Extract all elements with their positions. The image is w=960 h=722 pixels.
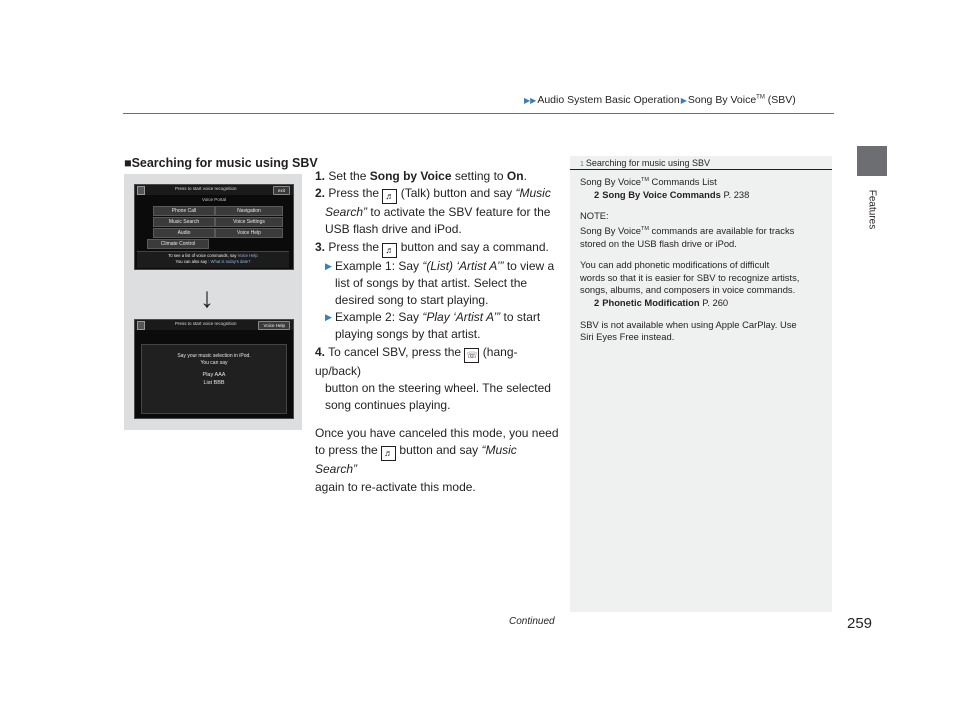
note-text: SBV is not available when using Apple CarPlay. Use bbox=[580, 318, 797, 330]
note-divider bbox=[570, 169, 832, 170]
climate-control-button: Climate Control bbox=[147, 239, 209, 249]
page-number: 259 bbox=[847, 615, 873, 632]
breadcrumb bbox=[523, 94, 796, 106]
hint-command: Voice Help bbox=[237, 253, 258, 258]
voice-help-button: Voice Help bbox=[215, 228, 283, 238]
voice-help-screen bbox=[134, 319, 294, 419]
hint-text: To see a list of voice commands, say bbox=[168, 253, 237, 258]
step-3 bbox=[315, 239, 560, 258]
note-title bbox=[580, 158, 710, 168]
note-text: Siri Eyes Free instead. bbox=[580, 331, 675, 343]
music-search-button: Music Search bbox=[153, 217, 215, 227]
reference-link[interactable] bbox=[580, 297, 826, 310]
step-number: 3. bbox=[315, 239, 326, 254]
voice-command: “(List) ‘Artist A’” bbox=[422, 258, 504, 273]
dialog-command: List BBB bbox=[203, 380, 225, 386]
trademark: TM bbox=[756, 94, 765, 101]
step-text: Set the bbox=[328, 169, 367, 183]
step-1 bbox=[315, 168, 560, 185]
note-text: You can add phonetic modifications of difficult bbox=[580, 259, 770, 271]
step-text: Press the bbox=[328, 186, 380, 201]
step-text: to start bbox=[503, 310, 541, 325]
step-text: USB flash drive and iPod. bbox=[325, 222, 462, 237]
audio-button: Audio bbox=[153, 228, 215, 238]
portal-title: Voice Portal bbox=[201, 197, 226, 202]
hint-text: You can also say : bbox=[175, 259, 210, 264]
example-2 bbox=[325, 309, 560, 326]
breadcrumb-arrow-icon: ▶ bbox=[680, 96, 687, 105]
breadcrumb-item[interactable]: Song By Voice bbox=[687, 94, 757, 106]
note-label: NOTE: bbox=[580, 210, 609, 222]
step-text: To cancel SBV, press the bbox=[328, 344, 462, 359]
voice-command: “Play ‘Artist A’” bbox=[422, 310, 501, 325]
breadcrumb-item[interactable]: Audio System Basic Operation bbox=[537, 94, 680, 106]
step-text: playing songs by that artist. bbox=[335, 327, 481, 342]
step-text: button on the steering wheel. The selected bbox=[325, 380, 551, 395]
paragraph-text: Once you have canceled this mode, you need bbox=[315, 426, 559, 441]
step-text: button and say a command. bbox=[400, 239, 549, 254]
voice-command: Search” bbox=[325, 205, 368, 220]
reference-page: P. 260 bbox=[702, 297, 729, 308]
talk-button-icon: ♬ bbox=[382, 243, 397, 258]
step-2-cont bbox=[315, 204, 560, 221]
note-text: commands are available for tracks bbox=[651, 225, 795, 237]
voice-command: “Music bbox=[515, 186, 551, 201]
trademark: TM bbox=[640, 225, 649, 232]
sidebar-note bbox=[570, 156, 832, 612]
music-dialog bbox=[141, 344, 287, 414]
step-4 bbox=[315, 344, 560, 380]
press-text: Press to start voice recognition bbox=[175, 186, 237, 191]
step-text: (hang-up/back) bbox=[315, 344, 518, 378]
side-tab-label: Features bbox=[866, 189, 878, 230]
setting-value: On bbox=[506, 169, 524, 183]
side-tab bbox=[852, 184, 892, 244]
note-text: stored on the USB flash drive or iPod. bbox=[580, 237, 737, 249]
step-text: Example 1: Say bbox=[335, 258, 420, 273]
hint-command: What is today's date? bbox=[210, 259, 251, 264]
step-text: setting to bbox=[454, 169, 504, 183]
press-text: Press to start voice recognition bbox=[175, 321, 237, 326]
paragraph-text: again to re-activate this mode. bbox=[315, 479, 476, 494]
step-text: Example 2: Say bbox=[335, 310, 420, 325]
step-text: to press the bbox=[315, 443, 378, 458]
voice-hint bbox=[137, 251, 289, 268]
note-title-text: Searching for music using SBV bbox=[585, 158, 710, 168]
step-text: list of songs by that artist. Select the bbox=[335, 275, 528, 290]
example-1 bbox=[325, 258, 560, 275]
talk-button-icon: ♬ bbox=[382, 189, 397, 204]
voice-portal-screen bbox=[134, 184, 294, 270]
note-marker-icon: 1 bbox=[580, 161, 584, 168]
breadcrumb-suffix: (SBV) bbox=[767, 94, 796, 106]
step-number: 1. bbox=[315, 169, 326, 183]
paragraph-text bbox=[315, 442, 560, 478]
continued-label: Continued bbox=[509, 616, 555, 627]
step-number: 2. bbox=[315, 186, 326, 201]
exit-button: exit bbox=[273, 186, 290, 195]
phone-icon bbox=[137, 186, 145, 195]
step-text: song continues playing. bbox=[325, 398, 451, 413]
side-tab-block bbox=[857, 146, 887, 176]
step-number: 4. bbox=[315, 344, 326, 359]
reference-title: Phonetic Modification bbox=[602, 297, 700, 308]
note-text: Song By Voice bbox=[580, 225, 641, 237]
reference-page: P. 238 bbox=[723, 188, 750, 200]
step-text: Press the bbox=[328, 239, 380, 254]
step-text: (Talk) button and say bbox=[400, 186, 513, 201]
setting-name: Song by Voice bbox=[369, 169, 452, 183]
step-text: to activate the SBV feature for the bbox=[370, 205, 551, 220]
step-2 bbox=[315, 185, 560, 204]
voice-settings-button: Voice Settings bbox=[215, 217, 283, 227]
arrow-icon: ▶ bbox=[325, 260, 332, 271]
reference-title: Song By Voice Commands bbox=[602, 188, 721, 200]
voice-command: “Music Search” bbox=[315, 443, 517, 477]
hang-up-button-icon: ☏ bbox=[464, 348, 479, 363]
arrow-icon: ▶ bbox=[325, 312, 332, 323]
section-heading: ■Searching for music using SBV bbox=[124, 156, 318, 170]
note-text: Song By Voice bbox=[580, 176, 641, 188]
screen-topbar bbox=[135, 320, 293, 330]
reference-arrow-icon: 2 bbox=[594, 188, 600, 200]
reference-link[interactable] bbox=[580, 189, 826, 202]
step-text: button and say bbox=[399, 443, 479, 458]
navigation-button: Navigation bbox=[215, 206, 283, 216]
voice-help-tab: Voice Help bbox=[258, 321, 290, 330]
phone-call-button: Phone Call bbox=[153, 206, 215, 216]
reference-arrow-icon: 2 bbox=[594, 297, 600, 308]
phone-icon bbox=[137, 321, 145, 330]
header-divider bbox=[123, 113, 834, 114]
step-text: . bbox=[523, 169, 527, 183]
step-text: desired song to start playing. bbox=[335, 293, 489, 308]
note-text: Commands List bbox=[651, 176, 717, 188]
dialog-text: Say your music selection in iPod. bbox=[177, 353, 251, 359]
note-body bbox=[580, 174, 826, 344]
step-text: to view a bbox=[506, 258, 555, 273]
main-instructions bbox=[315, 168, 560, 496]
screen-topbar bbox=[135, 185, 293, 195]
note-text: songs, albums, and composers in voice commands. bbox=[580, 284, 796, 296]
note-text: words so that it is easier for SBV to recognize artists, bbox=[580, 271, 800, 283]
down-arrow-icon: ↓ bbox=[200, 282, 214, 313]
dialog-text: You can say bbox=[200, 359, 228, 366]
trademark: TM bbox=[640, 177, 649, 183]
section-heading-text: Searching for music using SBV bbox=[131, 156, 318, 170]
dialog-command: Play AAA bbox=[202, 372, 226, 378]
talk-button-icon: ♬ bbox=[381, 446, 396, 461]
breadcrumb-arrow-icon: ▶▶ bbox=[524, 96, 537, 105]
